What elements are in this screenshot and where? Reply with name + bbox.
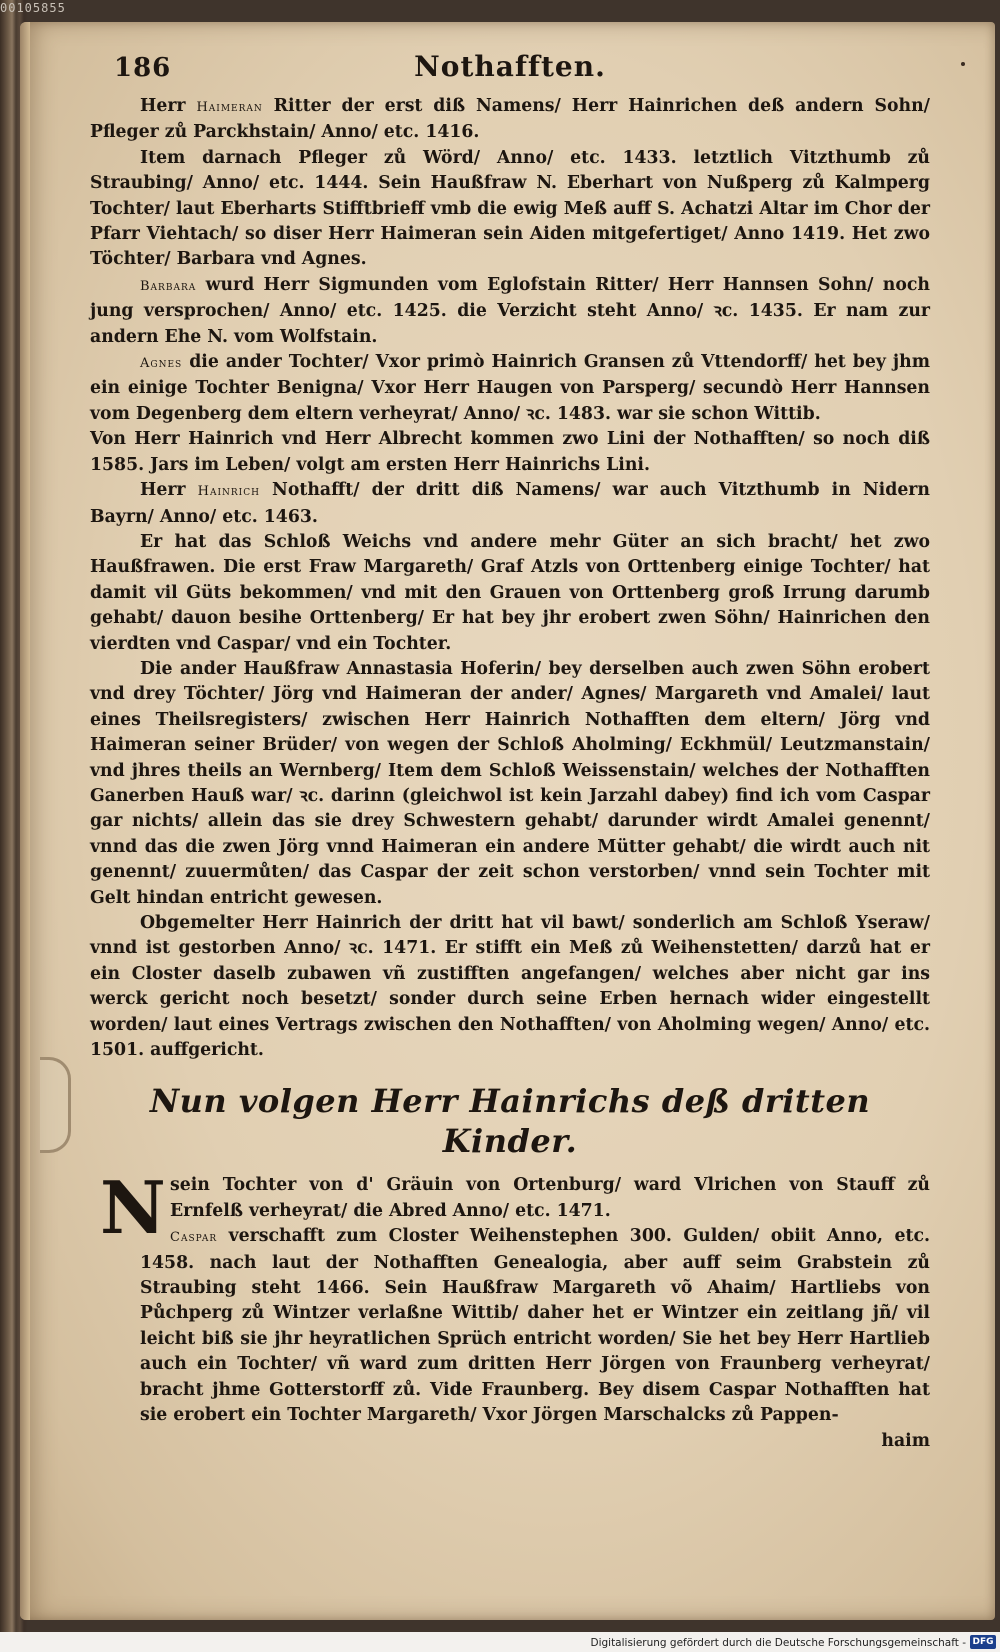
paragraph-barbara [90, 273, 930, 350]
digitization-footer [0, 1632, 1000, 1652]
page-tab-marker [40, 1057, 71, 1153]
name-smallcaps: Hainrich [197, 484, 260, 500]
paragraph-pfleger [90, 146, 930, 273]
paragraph-agnes [90, 350, 930, 427]
ink-speck [961, 62, 965, 66]
paragraph-body: Er hat das Schloß Weichs vnd andere mehr Güter an sich bracht/ het zwo Haußfrawen. Die erst Fraw Margareth/ Graf Atzls von Orttenberg einige Tochter/ hat damit vil Güts bekommen/ vnd mit den Grauen von Orttenberg groß Irrung darumb gehabt/ dauon besihe Orttenberg/ Er hat bey jhr erobert zwen Söhn/ Hainrichen den vierdten vnd Caspar/ vnd ein Tochter. [90, 531, 930, 654]
dfg-logo: DFG [970, 1635, 996, 1649]
section-heading: Nun volgen Herr Hainrichs deß dritten Kinder. [149, 1082, 871, 1161]
name-smallcaps: Barbara [140, 278, 197, 294]
paragraph-body: Item darnach Pfleger zů Wörd/ Anno/ etc. 1433. letztlich Vitzthumb zů Straubing/ Anno/ etc. 1444. Sein Haußfraw N. Eberhart von Nußperg zů Kalmperg Tochter/ laut Eberharts Stifftbrieff vmb die ewig Meß auff S. Achatzi Altar im Chor der Pfarr Viehtach/ so diser Herr Haimeran sein Aiden mitgefertiget/ Anno 1419. Het zwo Töchter/ Barbara vnd Agnes. [90, 147, 930, 270]
paragraph-yseraw [90, 911, 930, 1063]
paragraph-body: Nothafft/ der dritt diß Namens/ war auch Vitzthumb in Nidern Bayrn/ Anno/ etc. 1463. [90, 480, 930, 527]
catchword: haim [881, 1430, 930, 1451]
paragraph-hoferin [90, 657, 930, 911]
page-text-block [90, 48, 930, 1454]
paragraph-lini [90, 427, 930, 478]
paragraph-body: Die ander Haußfraw Annastasia Hoferin/ bey derselben auch zwen Söhn erobert vnd drey Töchter/ Jörg vnd Haimeran der ander/ Agnes/ Margareth vnd Amalei/ laut eines Theilsregisters/ zwischen Herr Hainrich Nothafften dem eltern/ Jörg vnd Haimeran seiner Brüder/ von wegen der Schloß Aholming/ Eckhmül/ Leutzmanstain/ vnd jhres theils an Wernberg/ Item dem Schloß Weissenstain/ welches der Nothafften Ganerben Hauß war/ ꝛc. darinn (gleichwol ist kein Jarzahl dabey) find ich vom Caspar gar nichts/ allein das sie drey Schwestern gehabt/ darunder wirdt Amalei genennt/ vnnd das die zwen Jörg vnnd Haimeran ein andere Mütter gehabt/ die wirdt auch nit genennt/ zuuermůten/ das Caspar der zeit schon verstorben/ vnnd sein Tochter mit Gelt hindan entricht gewesen. [90, 658, 930, 908]
paragraph-lead: Herr [140, 96, 186, 116]
page-number: 186 [114, 53, 172, 83]
paragraph-body: verschafft zum Closter Weihenstephen 300. Gulden/ obiit Anno, etc. 1458. nach laut der Nothafften Genealogia, aber auff seim Grabstein zů Straubing steht 1466. Sein Haußfraw Margareth võ Ahaim/ Hartliebs von Půchperg zů Wintzer verlaßne Wittib/ daher het er Wintzer ein zeitlang jñ/ vil leicht biß sie jhr heyratlichen Sprüch entricht worden/ Sie het bey Herr Hartlieb auch ein Tochter/ vñ ward zum dritten Herr Jörgen von Fraunberg verheyrat/ bracht jhme Gotterstorff zů. Vide Fraunberg. Bey disem Caspar Nothafften hat sie erobert ein Tochter Margareth/ Vxor Jörgen Marschalcks zů Pappen- [140, 1226, 930, 1426]
paragraph-weichs [90, 530, 930, 657]
page-gutter [20, 22, 30, 1620]
page-header [90, 48, 930, 92]
paragraph-caspar [90, 1224, 930, 1428]
paragraph-lead: Herr [140, 480, 186, 501]
shelfmark-number: 00105855 [0, 1, 66, 15]
paragraph-body: wurd Herr Sigmunden vom Eglofstain Ritter/ Herr Hannsen Sohn/ noch jung versprochen/ Anno/ etc. 1425. die Verzicht steht Anno/ ꝛc. 1435. Er nam zur andern Ehe N. vom Wolfstain. [90, 274, 930, 347]
paragraph-haimeran [90, 94, 930, 146]
funding-credit: Digitalisierung gefördert durch die Deutsche Forschungsgemeinschaft - [590, 1637, 966, 1649]
paragraph-body: die ander Tochter/ Vxor primò Hainrich Gransen zů Vttendorff/ het bey jhm ein einige Tochter Benigna/ Vxor Herr Haugen von Parsperg/ secundò Herr Hannsen vom Degenberg dem eltern verheyrat/ Anno/ ꝛc. 1483. war sie schon Wittib. [90, 352, 930, 424]
paragraph-hainrich [90, 478, 930, 530]
paragraph-body: Ritter der erst diß Namens/ Herr Hainrichen deß andern Sohn/ Pfleger zů Parckhstain/ Anno/ etc. 1416. [90, 96, 930, 143]
name-smallcaps: Agnes [140, 356, 183, 372]
paragraph-body: Obgemelter Herr Hainrich der dritt hat vil bawt/ sonderlich am Schloß Yseraw/ vnnd ist gestorben Anno/ ꝛc. 1471. Er stifft ein Meß zů Weihenstetten/ darzů hat er ein Closter daselb zubawen vñ zustifften angefangen/ welches aber nicht gar ins werck gericht noch besetzt/ sonder durch seine Erben hernach wider eingestellt worden/ laut eines Vertrags zwischen den Nothafften/ von Aholming wegen/ Anno/ etc. 1501. auffgericht. [90, 913, 930, 1061]
name-smallcaps: Caspar [170, 1230, 218, 1246]
paragraph-body: sein Tochter von d' Gräuin von Ortenburg/ ward Vlrichen von Stauff zů Ernfelß verheyrat/ die Abred Anno/ etc. 1471. [170, 1175, 930, 1221]
name-smallcaps: Haimeran [196, 100, 263, 115]
paragraph-body: Von Herr Hainrich vnd Herr Albrecht kommen zwo Lini der Nothafften/ so noch diß 1585. Jars im Leben/ volgt am ersten Herr Hainrichs Lini. [90, 429, 930, 475]
running-title: Nothafften. [414, 50, 606, 83]
decorated-initial: N [100, 1165, 166, 1251]
